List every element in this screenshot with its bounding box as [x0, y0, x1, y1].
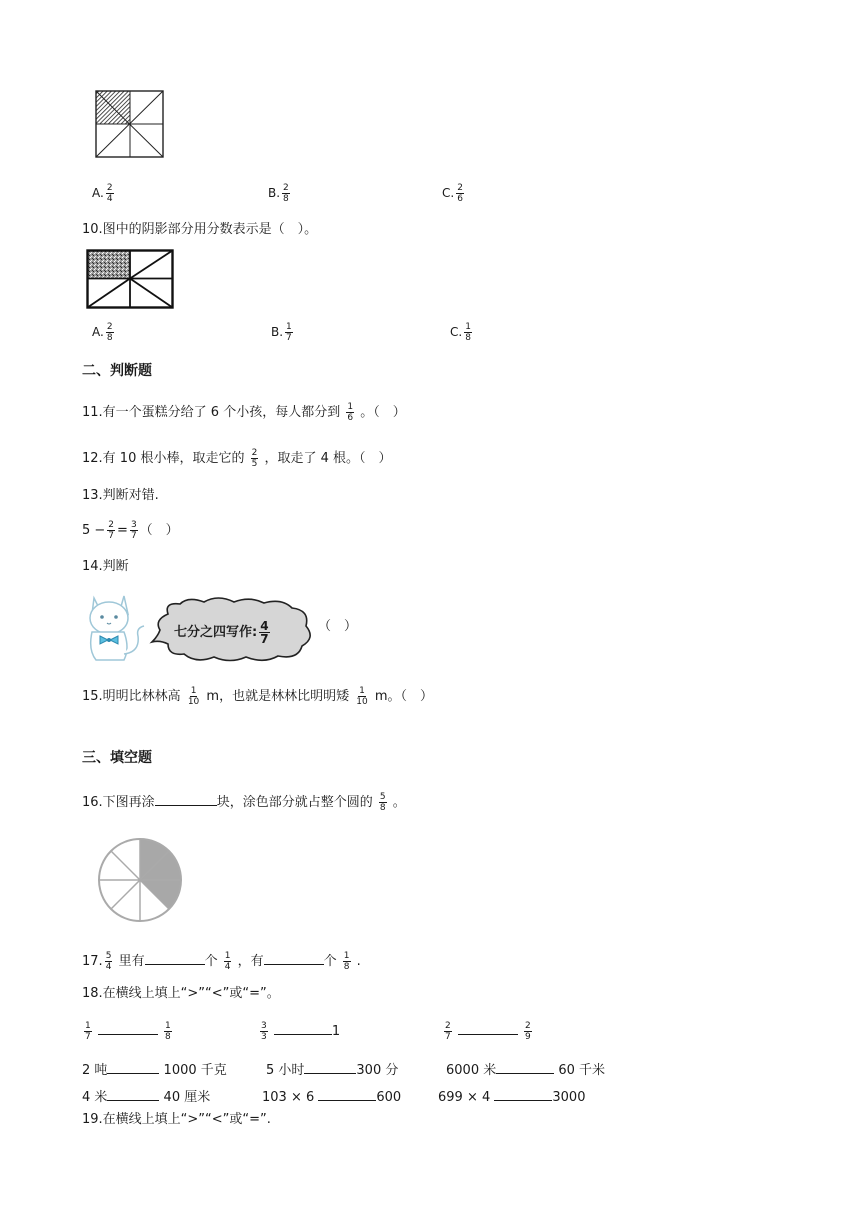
fraction: $\frac{1}{7}$: [286, 322, 292, 343]
fraction: $\frac{1}{8}$: [165, 1021, 171, 1042]
fraction: $\frac{1}{10}$: [187, 686, 200, 707]
q13-expression: 5 − $\frac{2}{7}$ = $\frac{3}{7}$ （ ）: [82, 520, 179, 541]
q9-option-c[interactable]: C. $\frac{2}{6}$: [442, 183, 463, 204]
answer-blank[interactable]: [264, 950, 324, 965]
fraction: $\frac{1}{10}$: [356, 686, 368, 707]
q19-text: 19.在横线上填上“>”“<”或“=”.: [82, 1112, 271, 1127]
answer-blank[interactable]: [107, 1086, 159, 1101]
fraction: $\frac{1}{8}$: [465, 322, 471, 343]
answer-blank[interactable]: [155, 791, 217, 806]
fraction: $\frac{4}{7}$: [260, 619, 269, 646]
answer-blank[interactable]: [107, 1059, 159, 1074]
answer-blank[interactable]: [458, 1020, 518, 1035]
q15: 15.明明比林林高 $\frac{1}{10}$ m，也就是林林比明明矮 $\frac{1}{10}$ m。（ ）: [82, 686, 433, 707]
fraction: $\frac{2}{8}$: [106, 322, 113, 343]
fraction: $\frac{2}{9}$: [525, 1021, 531, 1042]
fraction: $\frac{3}{7}$: [130, 520, 137, 541]
q18-row3-item3: 699 × 4 3000: [438, 1086, 585, 1107]
answer-blank[interactable]: [494, 1086, 552, 1101]
q16: 16.下图再涂 块，涂色部分就占整个圆的 $\frac{5}{8}$ 。: [82, 792, 406, 813]
q14-text: 14.判断: [82, 559, 129, 574]
cat-illustration: [78, 588, 150, 662]
speech-bubble-text: 七分之四写作: $\frac{4}{7}$: [174, 619, 269, 646]
q18-row2-item1: 2 吨 1000 千克: [82, 1059, 227, 1080]
q10-rectangle-figure: [86, 249, 174, 309]
q13-text: 13.判断对错.: [82, 488, 159, 503]
q18-row1-item3: [442, 1020, 534, 1042]
q14-paren: （ ）: [318, 619, 358, 634]
fraction: $\frac{2}{8}$: [283, 183, 289, 204]
fraction: $\frac{1}{4}$: [224, 951, 231, 972]
fraction: $\frac{2}{5}$: [251, 448, 258, 469]
circle-eighths-figure: [96, 836, 184, 924]
fraction: $\frac{3}{3}$: [261, 1021, 267, 1042]
q10-option-a[interactable]: A. $\frac{2}{8}$: [92, 322, 113, 343]
answer-blank[interactable]: [318, 1086, 376, 1101]
q18-row2-item2: 5 小时 300 分: [266, 1059, 398, 1080]
q18-row1-item1: [82, 1020, 174, 1042]
fraction: $\frac{2}{4}$: [106, 183, 113, 204]
fraction: $\frac{1}{7}$: [85, 1021, 91, 1042]
fraction: $\frac{2}{7}$: [108, 520, 115, 541]
section-heading-fill-blank: 三、填空题: [82, 750, 152, 766]
q17: 17. $\frac{5}{4}$ 里有 个 $\frac{1}{4}$ ，有 个 $\frac{1}{8}$ .: [82, 951, 361, 972]
answer-blank[interactable]: [304, 1059, 356, 1074]
q18-row1-item2: $\frac{3}{3}$ 1: [261, 1021, 341, 1042]
fraction: $\frac{5}{4}$: [105, 951, 112, 972]
fraction: $\frac{1}{6}$: [347, 402, 354, 423]
q18-row3-item1: 4 米 40 厘米: [82, 1086, 210, 1107]
answer-blank[interactable]: [496, 1059, 554, 1074]
answer-blank[interactable]: [145, 950, 205, 965]
fraction: $\frac{2}{7}$: [445, 1021, 451, 1042]
q9-option-b[interactable]: B. $\frac{2}{8}$: [268, 183, 289, 204]
q10-option-c[interactable]: C. $\frac{1}{8}$: [450, 322, 471, 343]
q11: 11.有一个蛋糕分给了 6 个小孩，每人都分到 $\frac{1}{6}$ 。（ ）: [82, 402, 406, 423]
fraction: $\frac{2}{6}$: [457, 183, 463, 204]
fraction: $\frac{5}{8}$: [379, 792, 386, 813]
answer-blank[interactable]: [274, 1020, 332, 1035]
q10-text: 10.图中的阴影部分用分数表示是（ ）。: [82, 222, 318, 237]
q18-text: 18.在横线上填上“>”“<”或“=”。: [82, 986, 280, 1001]
q12: 12.有 10 根小棒，取走它的 $\frac{2}{5}$ ，取走了 4 根。（ ）: [82, 448, 392, 469]
fraction: $\frac{1}{8}$: [343, 951, 350, 972]
q9-option-a[interactable]: A. $\frac{2}{4}$: [92, 183, 113, 204]
q9-square-figure: [95, 90, 165, 158]
q18-row3-item2: 103 × 6 600: [262, 1086, 401, 1107]
q10-option-b[interactable]: B. $\frac{1}{7}$: [271, 322, 292, 343]
section-heading-judgement: 二、判断题: [82, 363, 152, 379]
q18-row2-item3: 6000 米 60 千米: [446, 1059, 605, 1080]
answer-blank[interactable]: [98, 1020, 158, 1035]
